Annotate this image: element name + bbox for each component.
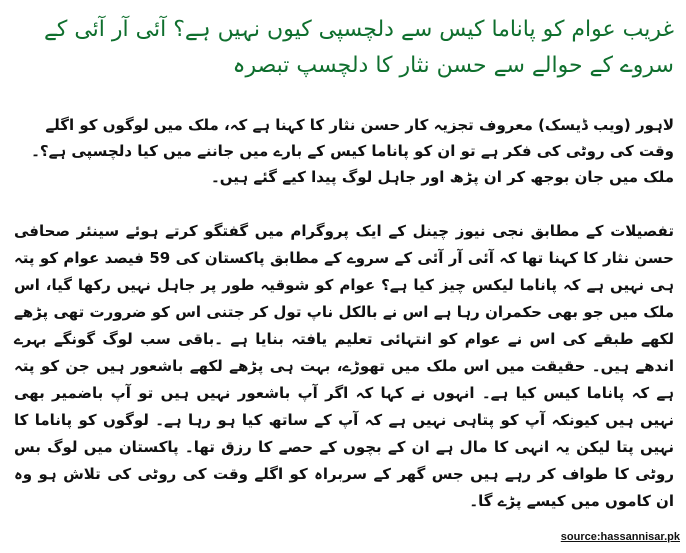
body-paragraph: تفصیلات کے مطابق نجی نیوز چینل کے ایک پروگرام میں گفتگو کرتے ہوئے سینئر صحافی حسن نثار کا کہنا تھا کہ آئی آر آئی کے سروے کے مطابق پاکستان کی 59 فیصد عوام کو پتہ ہی نہیں ہے کہ پاناما لیکس چیز کیا ہے؟ عوام کو شوقیہ طور پر جاہل نہیں رکھا گیا، اس ملک میں جو بھی حکمران رہا ہے اس نے بالکل ناپ تول کر جتنی اس کو ضرورت تھی پڑھے لکھے طبقے کی اس نے عوام کو انتہائی تعلیم یافتہ بنایا ہے ۔باقی سب لوگ گونگے بہرے اندھے ہیں۔ حقیقت میں اس ملک میں تھوڑے، بہت ہی پڑھے لکھے باشعور ہیں جن کو پتہ ہے کہ پاناما کیس کیا ہے۔ انہوں نے کہا کہ اگر آپ باشعور نہیں ہیں تو آپ باضمیر بھی نہیں ہیں کیونکہ آپ کو پتاہی نہیں ہے کہ آپ کے ساتھ کیا ہو رہا ہے۔ لوگوں کو پاناما کا نہیں پتا لیکن یہ انہی کا مال ہے ان کے بچوں کے حصے کا رزق تھا۔ پاکستان میں لوگ بس روٹی کا طواف کر رہے ہیں جس گھر کے سربراہ کو اگلے وقت کی روٹی کی تلاش ہو وہ ان کاموں میں کیسے پڑے گا۔ <box>14 222 674 510</box>
intro-paragraph: لاہور (ویب ڈیسک) معروف تجزیہ کار حسن نثار کا کہنا ہے کہ، ملک میں لوگوں کو اگلے وقت کی روٹی کی فکر ہے تو ان کو پاناما کیس کے بارے میں جاننے میں کیا دلچسپی ہے؟۔ ملک میں جان بوجھ کر ان پڑھ اور جاہل لوگ پیدا کیے گئے ہیں۔ <box>31 116 674 186</box>
article <box>14 12 674 542</box>
source-link[interactable]: source:hassannisar.pk <box>560 531 680 543</box>
headline: غریب عوام کو پاناما کیس سے دلچسپی کیوں نہیں ہے؟ آئی آر آئی کے سروے کے حوالے سے حسن نثار کا دلچسپ تبصرہ <box>43 17 674 78</box>
